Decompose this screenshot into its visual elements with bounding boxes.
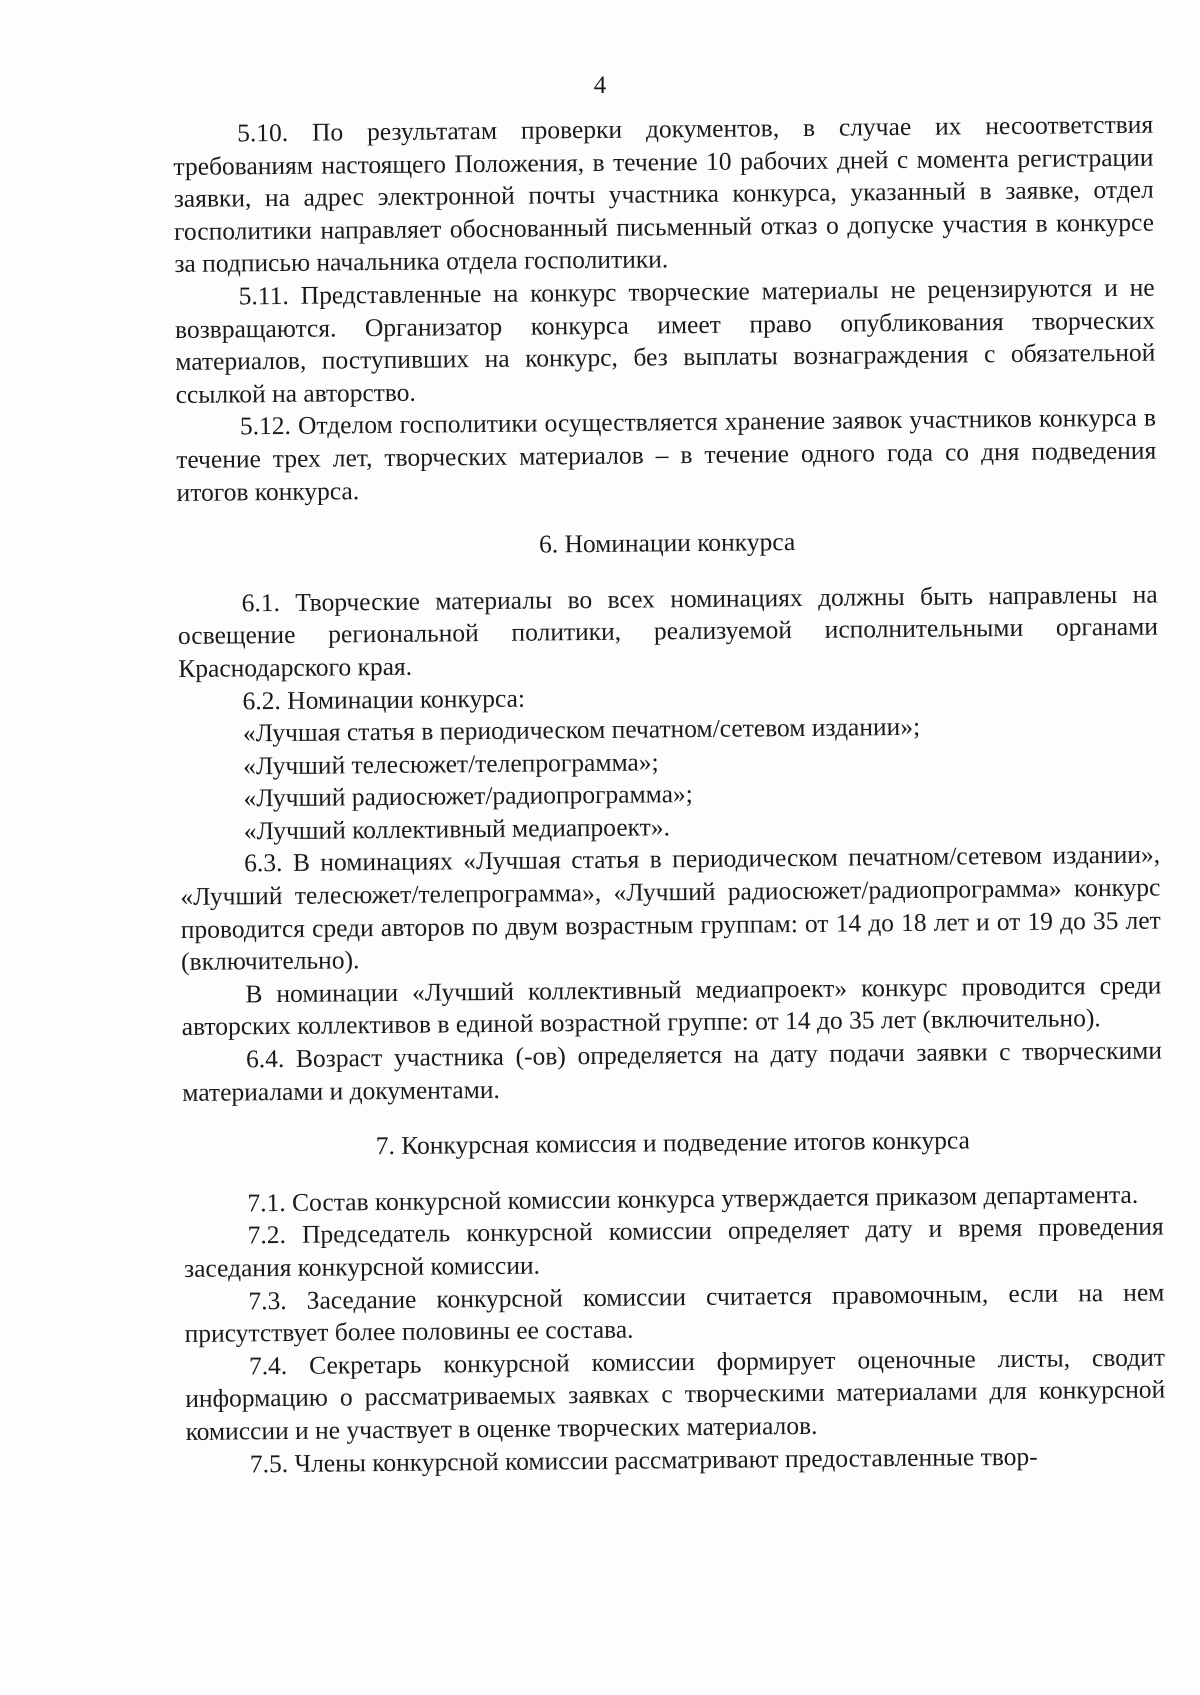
- paragraph-7-1: 7.1. Состав конкурсной комиссии конкурса утверждается приказом департамента.: [247, 1179, 1139, 1218]
- paragraph-7-2: 7.2. Председатель конкурсной комиссии определяет дату и время проведения заседания конкурсной комиссии.: [183, 1211, 1164, 1283]
- page-number: 4: [593, 72, 607, 99]
- nomination-item: «Лучший телесюжет/телепрограмма»;: [243, 747, 659, 781]
- paragraph-6-4: 6.4. Возраст участника (-ов) определяется на дату подачи заявки с творческими материалами и документами.: [182, 1035, 1163, 1107]
- paragraph-6-3-continued: В номинации «Лучший коллективный медиапроект» конкурс проводится среди авторских коллективов в единой возрастной группе: от 14 до 35 лет (включительно).: [181, 970, 1162, 1042]
- paragraph-7-5: 7.5. Члены конкурсной комиссии рассматривают предоставленные твор-: [249, 1441, 1038, 1478]
- nomination-item: «Лучший радиосюжет/радиопрограмма»;: [243, 779, 693, 813]
- nomination-item: «Лучший коллективный медиапроект».: [243, 812, 671, 846]
- paragraph-7-4: 7.4. Секретарь конкурсной комиссии формирует оценочные листы, сводит информацию о рассматриваемых заявках с творческими материалами для конкурсной комиссии и не участвует в оценке творческих материалов.: [185, 1342, 1166, 1446]
- paragraph-6-2: 6.2. Номинации конкурса:: [242, 683, 526, 715]
- section-heading-6: 6. Номинации конкурса: [538, 527, 796, 559]
- nomination-item: «Лучшая статья в периодическом печатном/сетевом издании»;: [242, 711, 921, 748]
- section-heading-7: 7. Конкурсная комиссия и подведение итогов конкурса: [375, 1125, 971, 1161]
- paragraph-5-11: 5.11. Представленные на конкурс творческие материалы не рецензируются и не возвращаются. Организатор конкурса имеет право опубликования творческих материалов, поступивших на конкурс, без выплаты вознаграждения с обязательной ссылкой на авторство.: [174, 272, 1156, 409]
- paragraph-6-3: 6.3. В номинациях «Лучшая статья в периодическом печатном/сетевом издании», «Лучший телесюжет/телепрограмма», «Лучший радиосюжет/радиопрограмма» конкурс проводится среди авторов по двум возрастным группам: от 14 до 18 лет и от 19 до 35 лет (включительно).: [180, 840, 1161, 977]
- paragraph-6-1: 6.1. Творческие материалы во всех номинациях должны быть направлены на освещение региональной политики, реализуемой исполнительными органами Краснодарского края.: [177, 579, 1159, 683]
- paragraph-5-12: 5.12. Отделом госполитики осуществляется хранение заявок участников конкурса в течение трех лет, творческих материалов – в течение одного года со дня подведения итогов конкурса.: [176, 402, 1157, 507]
- document-body: [173, 109, 1166, 1482]
- paragraph-5-10: 5.10. По результатам проверки документов, в случае их несоответствия требованиям настоящего Положения, в течение 10 рабочих дней с момента регистрации заявки, на адрес электронной почты участника конкурса, указанный в заявке, отдел госполитики направляет обоснованный письменный отказ о допуске участия в конкурсе за подписью начальника отдела госполитики.: [173, 109, 1155, 279]
- paragraph-7-3: 7.3. Заседание конкурсной комиссии считается правомочным, если на нем присутствует более половины ее состава.: [184, 1277, 1165, 1349]
